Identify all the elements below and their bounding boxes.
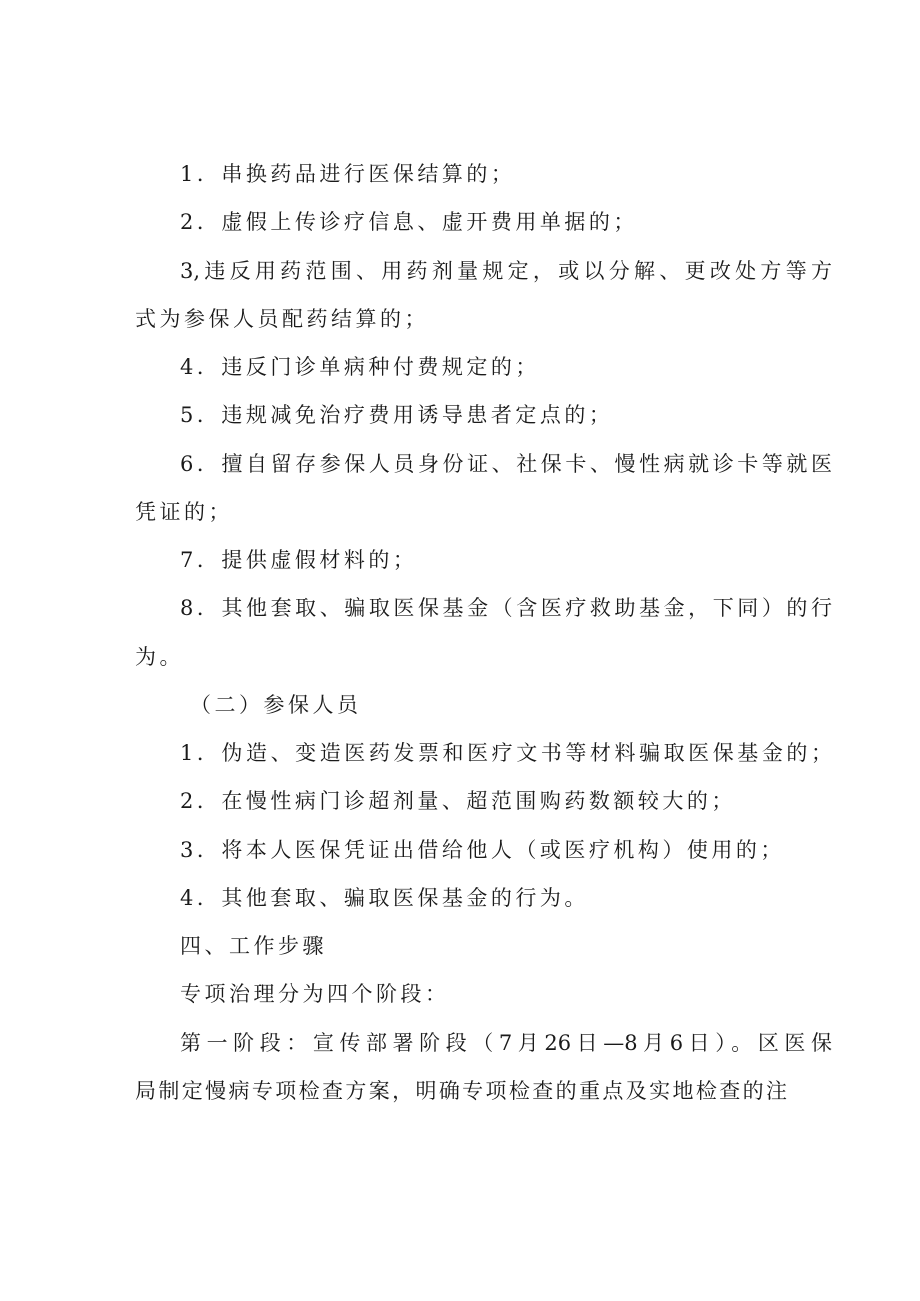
text-line-1: 1．串换药品进行医保结算的；: [180, 162, 516, 186]
text-line-20: 局制定慢病专项检查方案，明确专项检查的重点及实地检查的注: [135, 1079, 787, 1103]
section-heading-insured: （二）参保人员: [190, 693, 362, 717]
text-line-14: 2．在慢性病门诊超剂量、超范围购药数额较大的；: [180, 789, 736, 813]
text-line-3: 3,违反用药范围、用药剂量规定，或以分解、更改处方等方: [180, 259, 832, 283]
text-line-16: 4．其他套取、骗取医保基金的行为。: [180, 886, 589, 910]
text-line-7: 6．擅自留存参保人员身份证、社保卡、慢性病就诊卡等就医: [180, 452, 832, 476]
text-line-11: 为。: [135, 645, 184, 669]
text-line-15: 3．将本人医保凭证出借给他人（或医疗机构）使用的；: [180, 838, 785, 862]
text-line-18: 专项治理分为四个阶段：: [180, 982, 450, 1006]
text-line-9: 7．提供虚假材料的；: [180, 548, 418, 572]
text-line-5: 4．违反门诊单病种付费规定的；: [180, 355, 540, 379]
text-line-19: 第一阶段：宣传部署阶段（7月26日—8月6日）。区医保: [180, 1031, 832, 1055]
text-line-10: 8．其他套取、骗取医保基金（含医疗救助基金，下同）的行: [180, 596, 832, 620]
section-heading-steps: 四、工作步骤: [180, 934, 327, 958]
text-line-6: 5．违规减免治疗费用诱导患者定点的；: [180, 403, 614, 427]
text-line-13: 1．伪造、变造医药发票和医疗文书等材料骗取医保基金的；: [180, 741, 832, 765]
text-line-4: 式为参保人员配药结算的；: [135, 307, 429, 331]
text-line-8: 凭证的；: [135, 500, 233, 524]
text-line-2: 2．虚假上传诊疗信息、虚开费用单据的；: [180, 210, 638, 234]
